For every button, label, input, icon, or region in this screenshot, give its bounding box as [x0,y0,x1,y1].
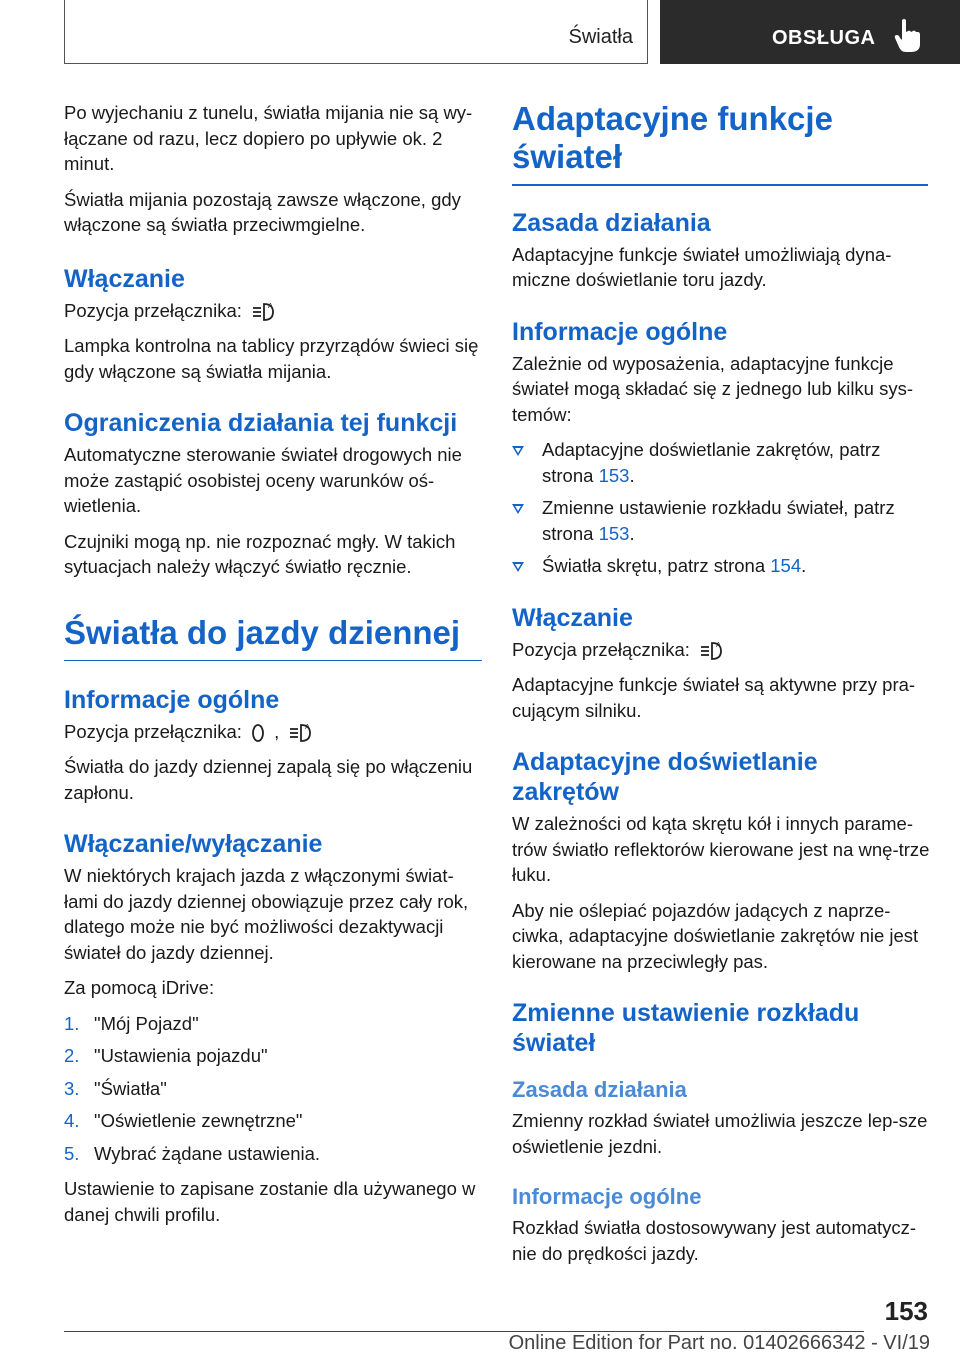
idrive-steps-list [64,1011,482,1167]
pointing-hand-icon [892,18,922,54]
heading-wlaczanie: Włączanie [512,603,633,632]
page-reference-link[interactable]: 154 [770,555,802,576]
auto-headlight-icon [288,722,314,744]
header-section-title: Światła [568,26,633,48]
paragraph: Zmienny rozkład świateł umożliwia jeszcze lep-sze oświetlenie jezdni. [512,1110,928,1157]
separator-comma: , [274,720,280,742]
paragraph: Ustawienie to zapisane zostanie dla używanego w danej chwili profilu. [64,1178,476,1225]
switch-position-line [512,637,930,663]
svg-text:A: A [716,640,721,649]
auto-headlight-icon [699,640,725,662]
switch-position-line [64,719,482,745]
heading-wlaczanie-wylaczanie: Włączanie/wyłączanie [64,830,323,858]
list-item [64,1076,482,1102]
header-chapter-title: OBSŁUGA [772,27,876,49]
heading-informacje-ogolne: Informacje ogólne [64,685,280,714]
bullet-text: Zmienne ustawienie rozkładu świateł, patrz strona [542,497,895,544]
paragraph: Adaptacyjne funkcje świateł są aktywne przy pra-cującym silniku. [512,674,916,721]
paragraph: W niektórych krajach jazda z włączonymi świat-łami do jazdy dziennej obowiązuje przez cały rok, dlatego może nie być możliwości dezaktywacji świateł do jazdy dziennej. [64,865,469,963]
switch-position-label: Pozycja przełącznika: [64,720,242,742]
auto-headlight-icon [251,301,277,323]
list-item [64,1011,482,1037]
left-column [64,100,482,1237]
bullet-end: . [629,522,635,544]
step-text: "Światła" [94,1077,167,1099]
paragraph: Światła mijania pozostają zawsze włączone, gdy włączone są światła przeciwmgielne. [64,188,461,235]
step-text: "Mój Pojazd" [94,1012,199,1034]
page-number: 153 [884,1296,928,1326]
heading-wlaczanie: Włączanie [64,264,185,293]
list-item [512,495,930,546]
bullet-end: . [629,464,635,486]
switch-position-label: Pozycja przełącznika: [512,638,690,660]
right-column [512,100,930,1276]
list-item [512,437,930,488]
paragraph: Za pomocą iDrive: [64,977,215,998]
list-item [64,1108,482,1134]
heading-doswietlanie-zakretow: Adaptacyjne doświetlanie zakrętów [512,748,818,806]
paragraph: Po wyjechaniu z tunelu, światła mijania nie są wy-łączane od razu, lecz dopiero po upływie ok. 2 minut. [64,102,473,174]
systems-list [512,437,930,579]
switch-position-label: Pozycja przełącznika: [64,299,242,321]
svg-text:A: A [305,722,311,731]
bullet-triangle-icon [512,562,524,572]
paragraph: Zależnie od wyposażenia, adaptacyjne funkcje świateł mogą składać się z jednego lub kilku sys-temów: [512,352,914,425]
step-text: "Ustawienia pojazdu" [94,1045,268,1066]
subheading-zasada-dzialania: Zasada działania [512,1077,687,1102]
switch-position-line [64,298,482,324]
heading-zmienne-ustawienie: Zmienne ustawienie rozkładu świateł [512,999,860,1057]
paragraph: Światła do jazdy dziennej zapalą się po włączeniu zapłonu. [64,756,473,803]
paragraph: Czujniki mogą np. nie rozpoznać mgły. W takich sytuacjach należy włączyć światło ręcznie. [64,530,456,577]
bullet-triangle-icon [512,504,524,514]
step-text: Wybrać żądane ustawienia. [94,1142,321,1164]
paragraph: Automatyczne sterowanie świateł drogowych nie może zastąpić osobistej oceny warunków oś-wietlenia. [64,444,462,516]
heading-zasada-dzialania: Zasada działania [512,208,711,237]
subheading-informacje-ogolne: Informacje ogólne [512,1184,702,1209]
footer-edition: Online Edition for Part no. 01402666342 - VI/19 [508,1332,930,1354]
paragraph: Adaptacyjne funkcje świateł umożliwiają dyna-miczne doświetlanie toru jazdy. [512,243,892,290]
list-item [64,1141,482,1167]
paragraph: W zależności od kąta skrętu kół i innych parame-trów światło reflektorów kierowane jest na wnę-trze łuku. [512,813,930,885]
paragraph: Lampka kontrolna na tablicy przyrządów świeci się gdy włączone są światła mijania. [64,335,479,382]
step-number: 1. [64,1012,80,1034]
step-number: 2. [64,1045,80,1066]
header-section-box [64,0,648,64]
heading-ograniczenia: Ograniczenia działania tej funkcji [64,409,458,437]
step-text: "Oświetlenie zewnętrzne" [94,1110,303,1131]
list-item [64,1043,482,1069]
page-reference-link[interactable]: 153 [598,464,630,486]
step-number: 4. [64,1110,80,1131]
bullet-text: Adaptacyjne doświetlanie zakrętów, patrz strona [542,439,881,486]
heading-rule [512,184,928,186]
zero-position-icon [251,722,265,744]
paragraph: Rozkład światła dostosowywany jest automatycz-nie do prędkości jazdy. [512,1217,917,1264]
heading-informacje-ogolne: Informacje ogólne [512,317,728,346]
heading-swiatla-dzienne: Światła do jazdy dziennej [64,614,482,661]
list-item [512,553,930,579]
svg-text:A: A [268,301,273,310]
bullet-triangle-icon [512,446,524,456]
bullet-end: . [801,555,807,576]
heading-adaptacyjne-funkcje: Adaptacyjne funkcje świateł [512,100,833,175]
bullet-text: Światła skrętu, patrz strona [542,555,771,576]
page-reference-link[interactable]: 153 [598,522,630,544]
header-chapter-tab [660,0,960,64]
step-number: 5. [64,1142,80,1164]
paragraph: Aby nie oślepiać pojazdów jadących z naprze-ciwka, adaptacyjne doświetlanie zakrętów nie jest kierowane na przeciwległy pas. [512,899,919,972]
step-number: 3. [64,1077,80,1099]
